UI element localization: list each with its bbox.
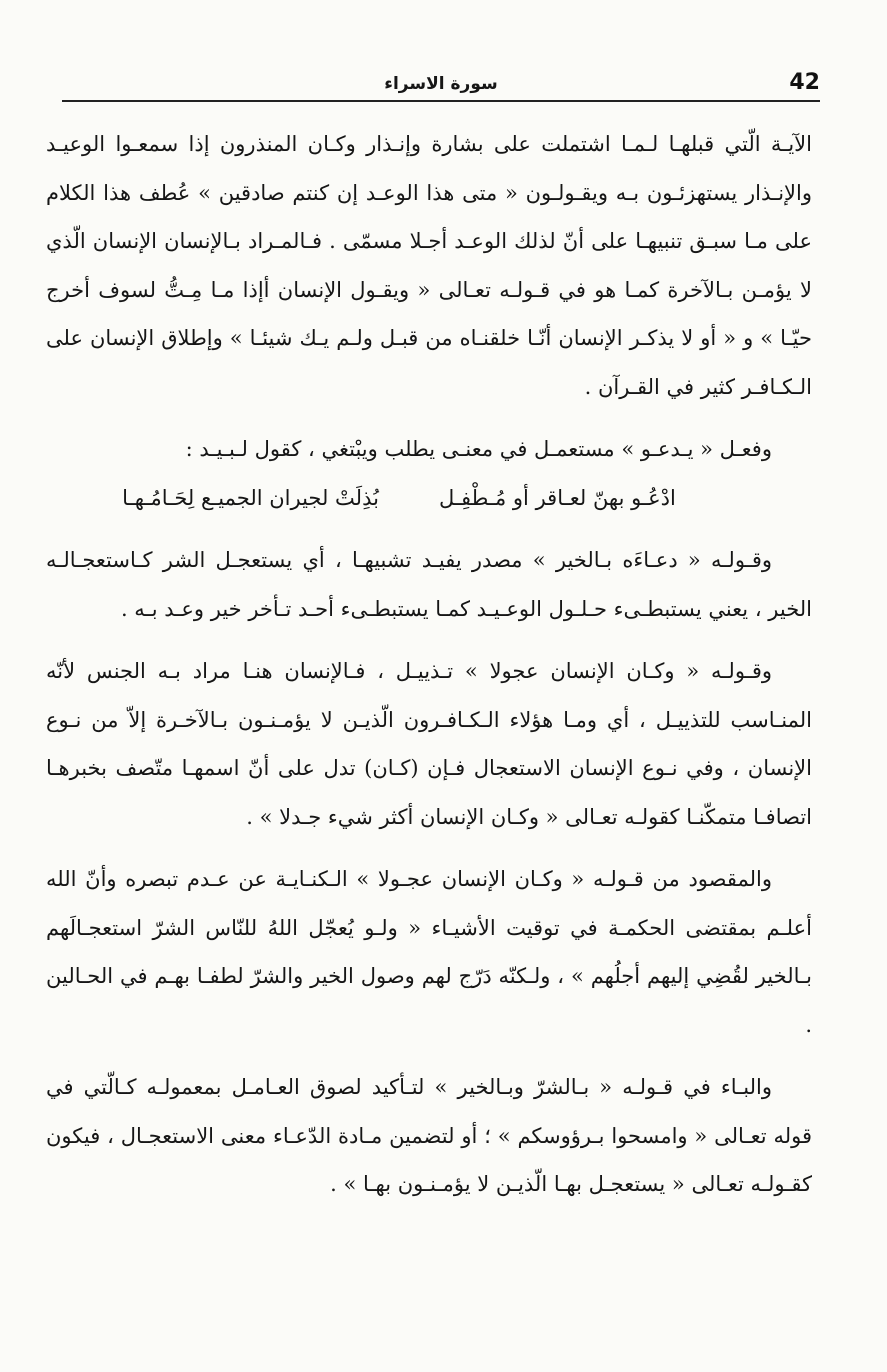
paragraph-gap xyxy=(46,1049,812,1063)
header-rule xyxy=(62,100,820,102)
poem-verse xyxy=(46,474,812,523)
surah-title: سورة الاسراء xyxy=(384,74,498,94)
paragraph-gap xyxy=(46,522,812,536)
page-header xyxy=(62,60,820,100)
poem-hemistich-second: بُذِلَتْ لجيران الجميـع لِحَـامُـهـا xyxy=(122,485,379,510)
paragraph: والبـاء في قـولـه « بـالشرّ وبـالخير » لتـأكيد لصوق العـامـل بمعمولـه كـالّتي في قوله تعـالى « وامسحوا بـرؤوسكم » ؛ أو لتضمين مـادة الدّعـاء معنى الاستعجـال ، فيكون كقـولـه تعـالى « يستعجـل بهـا الّذيـن لا يؤمـنـون بهـا » . xyxy=(46,1075,812,1196)
page-number: 42 xyxy=(789,70,820,95)
paragraph: والمقصود من قـولـه « وكـان الإنسان عجـولا » الـكنـايـة عن عـدم تبصره وأنّ الله أعلـم بمقتضى الحكمـة في توقيت الأشيـاء « ولـو يُعجّل اللهُ للنّاس الشرّ استعجـالَهم بـالخير لقُضِي إليهم أجلُهم » ، ولـكنّه دَرّج لهم وصول الخير والشرّ لطفـا بهـم في الحـالين . xyxy=(46,867,812,1037)
paragraph: وقـولـه « دعـاءَه بـالخير » مصدر يفيـد تشبيهـا ، أي يستعجـل الشر كـاستعجـالـه الخير ، يعني يستبطـىء حـلـول الوعـيـد كمـا يستبطـىء أحـد تـأخر خير وعـد بـه . xyxy=(46,548,812,621)
paragraph-gap xyxy=(46,633,812,647)
paragraph: وقـولـه « وكـان الإنسان عجولا » تـذييـل ، فـالإنسان هنـا مراد بـه الجنس لأنّه المنـاسب للتذييـل ، أي ومـا هؤلاء الـكـافـرون الّذيـن لا يؤمـنـون بـالآخـرة إلاّ من نـوع الإنسان ، وفي نـوع الإنسان الاستعجال فـإن (كـان) تدل على أنّ اسمهـا متّصف بخبرهـا اتصافـا متمكّنـا كقولـه تعـالى « وكـان الإنسان أكثر شيء جـدلا » . xyxy=(46,659,812,829)
paragraph: الآيـة الّتي قبلهـا لـمـا اشتملت على بشارة وإنـذار وكـان المنذرون إذا سمعـوا الوعيـد والإنـذار يستهزئـون بـه ويقـولـون « متى هذا الوعـد إن كنتم صادقين » عُطف هذا الكلام على مـا سبـق تنبيهـا على أنّ لذلك الوعـد أجـلا مسمّى . فـالمـراد بـالإنسان الإنسان الّذي لا يؤمـن بـالآخرة كمـا هو في قـولـه تعـالى « ويقـول الإنسان أإذا مـا مِـتُّ لسوف أخرج حيّـا » و « أو لا يذكـر الإنسان أنّـا خلقنـاه من قبـل ولـم يـك شيئـا » وإطلاق الإنسان على الـكـافـر كثير في القـرآن . xyxy=(46,132,812,399)
paragraph-gap xyxy=(46,411,812,425)
labid-intro: وفعـل « يـدعـو » مستعمـل في معنـى يطلب ويبْتغي ، كقول لـبـيـد : xyxy=(185,437,772,461)
body-text xyxy=(46,120,812,1209)
paragraph-gap xyxy=(46,841,812,855)
poem-hemistich-first: ادْعُـو بهنّ لعـاقر أو مُـطْفِـل xyxy=(438,485,676,510)
